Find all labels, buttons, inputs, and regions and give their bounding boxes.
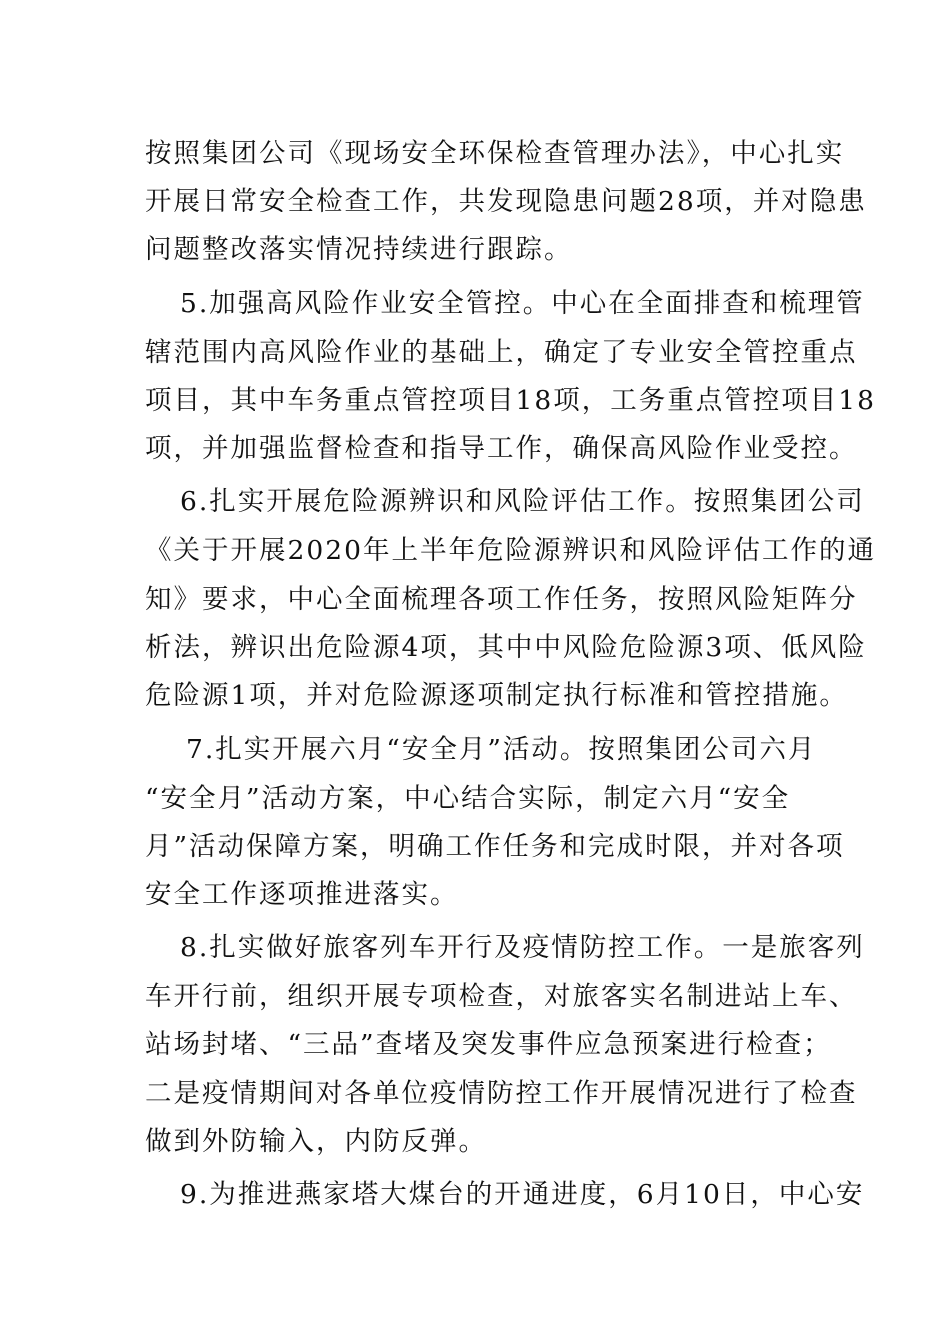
text-line: 做到外防输入，内防反弹。 [145, 1126, 487, 1157]
text-line: 7.扎实开展六月“安全月”活动。按照集团公司六月 [186, 734, 817, 765]
text-line: 问题整改落实情况持续进行跟踪。 [145, 234, 573, 265]
text-line: 二是疫情期间对各单位疫情防控工作开展情况进行了检查 [145, 1078, 858, 1109]
text-line: 开展日常安全检查工作，共发现隐患问题28项，并对隐患 [145, 186, 867, 217]
text-line: 安全工作逐项推进落实。 [145, 879, 459, 910]
text-line: 项目，其中车务重点管控项目18项，工务重点管控项目18 [145, 385, 876, 416]
text-line: 车开行前，组织开展专项检查，对旅客实名制进站上车、 [145, 981, 858, 1012]
text-line: 项，并加强监督检查和指导工作，确保高风险作业受控。 [145, 433, 858, 464]
text-line: 《关于开展2020年上半年危险源辨识和风险评估工作的通 [145, 535, 876, 566]
text-line: 按照集团公司《现场安全环保检查管理办法》，中心扎实 [145, 138, 845, 169]
text-line: “安全月”活动方案，中心结合实际，制定六月“安全 [145, 783, 791, 814]
text-line: 辖范围内高风险作业的基础上，确定了专业安全管控重点 [145, 337, 858, 368]
text-line: 析法，辨识出危险源4项，其中中风险危险源3项、低风险 [145, 632, 867, 663]
text-line: 月”活动保障方案，明确工作任务和完成时限，并对各项 [145, 831, 845, 862]
text-line: 9.为推进燕家塔大煤台的开通进度，6月10日，中心安 [180, 1179, 865, 1210]
text-line: 5.加强高风险作业安全管控。中心在全面排查和梳理管 [180, 288, 865, 319]
text-line: 危险源1项，并对危险源逐项制定执行标准和管控措施。 [145, 680, 848, 711]
text-line: 6.扎实开展危险源辨识和风险评估工作。按照集团公司 [180, 486, 865, 517]
text-line: 8.扎实做好旅客列车开行及疫情防控工作。一是旅客列 [180, 932, 865, 963]
text-line: 站场封堵、“三品”查堵及突发事件应急预案进行检查； [145, 1029, 832, 1060]
text-line: 知》要求，中心全面梳理各项工作任务，按照风险矩阵分 [145, 584, 858, 615]
